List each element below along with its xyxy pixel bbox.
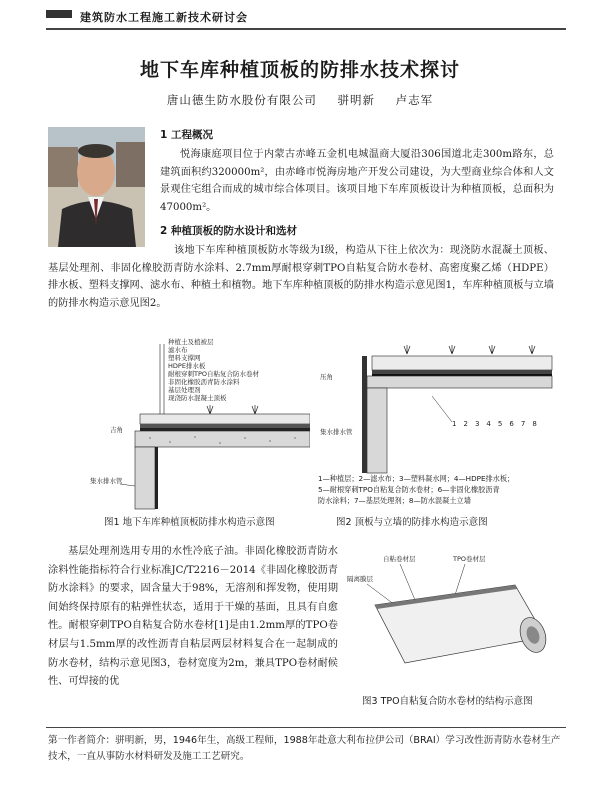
fig1-label-6: 非固化橡胶沥青防水涂料 (168, 378, 240, 386)
fig2-legend-line-1: 1—种植层；2—滤水布；3—塑料凝水网；4—HDPE排水板； (318, 474, 515, 483)
fig3-label-2: TPO卷材层 (453, 555, 486, 563)
fig2-slab (367, 376, 552, 388)
author-1: 骈明新 (337, 93, 375, 107)
fig2-legend-line-2: 5—耐根穿刺TPO自粘复合防水卷材；6—非固化橡胶沥青 (318, 485, 500, 494)
fig2-side-label-2: 集水排水管 (320, 428, 353, 436)
fig1-wall-membrane (155, 447, 158, 509)
fig3-label-1: 自粘卷材层 (383, 555, 416, 563)
fig1-slab (135, 431, 310, 447)
fig2-layer-numbers: 1 2 3 4 5 6 7 8 (452, 420, 540, 428)
fig1-label-4: HDPE排水板 (168, 362, 206, 370)
fig1-membrane-layer (140, 428, 310, 431)
fig1-side-label-1: 吉角 (110, 426, 123, 434)
figure-2-caption: 图2 顶板与立墙的防排水构造示意图 (336, 517, 488, 528)
fig1-wall (135, 447, 155, 509)
footer-rule (46, 727, 566, 728)
author-photo (48, 127, 145, 247)
author-line (0, 92, 600, 108)
author-bio: 第一作者简介：骈明新，男，1946年生，高级工程师，1988年赴意大利布拉伊公司（BRAI）学习改性沥青防水卷材生产技术，一直从事防水材料研发及施工工艺研究。 (48, 735, 561, 762)
fig2-soil-layer (372, 356, 552, 370)
figure-1 (60, 336, 310, 511)
section-3-body: 基层处理剂选用专用的水性冷底子油。非固化橡胶沥青防水涂料性能指标符合行业标准JC/T2216－2014《非固化橡胶沥青防水涂料》的要求，固含量大于98%，无溶剂和挥发物，使用期间始终保持原有的粘弹性状态，适用于干燥的基面，且具有自愈性。耐根穿刺TPO自粘复合防水卷材[1]是由1.2mm厚的TPO卷材层与1.5mm厚的改性沥青自粘层两层材料复合在一起制成的防水卷材，结构示意见图3，卷材宽度为2m，兼具TPO卷材耐候性、可焊接的优 (48, 546, 338, 688)
journal-name: 建筑防水工程施工新技术研讨会 (80, 11, 248, 24)
fig1-side-label-2: 集水排水管 (90, 477, 123, 485)
figure-1-label-lines (160, 344, 164, 414)
fig2-legend-line-3: 防水涂料；7—基层处理剂；8—防水混凝土立墙 (318, 496, 471, 505)
fig2-side-label-1: 压角 (320, 373, 333, 381)
fig3-label-3: 隔离膜层 (347, 575, 373, 583)
fig2-drain-layer (372, 370, 552, 374)
figure-1-caption: 图1 地下车库种植顶板防排水构造示意图 (104, 517, 275, 528)
figure-3 (345, 545, 560, 685)
figure-3-caption: 图3 TPO自粘复合防水卷材的结构示意图 (362, 696, 533, 707)
header-marker (46, 10, 72, 18)
figure-2-legend (318, 473, 558, 506)
section-1-body: 悦海康庭项目位于内蒙古赤峰五金机电城温商大厦沿306国道北走300m路东，总建筑面积约320000m²，由赤峰市悦海房地产开发公司建设，为大型商业综合体和人文景观住宅组合而成的城市综合体项目。该项目地下车库顶板设计为种植顶板，总面积为47000m²。 (160, 149, 554, 213)
fig1-label-5: 耐根穿刺TPO自粘复合防水卷材 (168, 370, 260, 378)
fig1-plants (207, 405, 258, 414)
fig1-soil-layer (140, 414, 310, 424)
article-title: 地下车库种植顶板的防排水技术探讨 (139, 59, 460, 81)
fig1-label-7: 基层处理剂 (168, 386, 201, 394)
fig1-label-1: 种植土及植被层 (168, 338, 214, 346)
fig1-drain-layer (140, 424, 310, 428)
fig2-wall (367, 388, 387, 473)
fig2-wall-membrane (362, 356, 367, 473)
fig1-label-2: 滤水布 (168, 346, 188, 354)
fig2-plants (404, 345, 535, 354)
section-2-heading: 2 种植顶板的防水设计和选材 (160, 225, 297, 237)
author-2: 卢志军 (395, 93, 434, 107)
fig1-label-8: 现浇防水混凝土顶板 (168, 394, 227, 402)
section-2-body: 该地下车库种植顶板防水等级为Ⅰ级，构造从下往上依次为：现浇防水混凝土顶板、基层处理剂、非固化橡胶沥青防水涂料、2.7mm厚耐根穿刺TPO自粘复合防水卷材、高密度聚乙烯（HDPE）排水板、塑料支撑网、滤水布、种植土和植物。地下车库种植顶板的防排水构造示意见图1，车库种植顶板与立墙的防排水构造示意见图2。 (48, 245, 554, 309)
affiliation: 唐山德生防水股份有限公司 (166, 93, 317, 107)
fig1-label-3: 塑料支撑网 (168, 354, 201, 362)
section-1-heading: 1 工程概况 (160, 129, 213, 141)
